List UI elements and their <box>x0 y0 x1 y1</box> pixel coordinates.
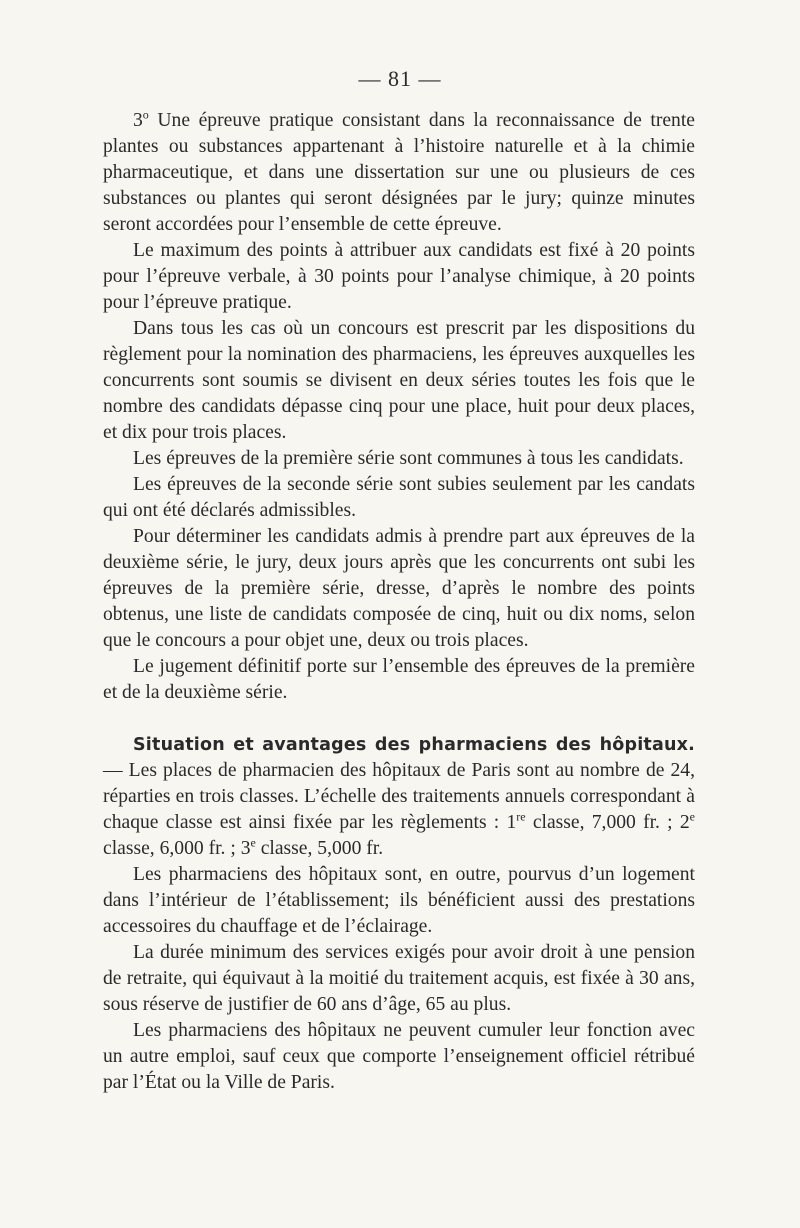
class-1-superscript: re <box>516 809 526 824</box>
class-1-number: 1 <box>506 812 517 833</box>
body-text <box>103 108 695 1096</box>
section-heading: Situation et avantages des pharmaciens des hôpitaux. <box>133 735 695 755</box>
paragraph-premiere-serie: Les épreuves de la première série sont communes à tous les candidats. <box>133 448 684 469</box>
list-number-superscript: o <box>142 107 149 122</box>
paragraph-cumul: Les pharmaciens des hôpitaux ne peuvent cumuler leur fonction avec un autre emploi, sauf ceux que comporte l’enseignement officiel rétribué par l’État ou la Ville de Paris. <box>103 1020 695 1093</box>
class-3-salary: classe, 5,000 fr. <box>255 838 384 859</box>
paragraph-determiner-candidats: Pour déterminer les candidats admis à prendre part aux épreuves de la deuxième série, le jury, deux jours après que les concurrents ont subi les épreuves de la première série, dresse, d’après le nombre des points obtenus, une liste de candidats composée de cinq, huit ou dix noms, selon que le concours a pour objet une, deux ou trois places. <box>103 526 695 651</box>
paragraph-concours: Dans tous les cas où un concours est prescrit par les dispositions du règlement pour la nomination des pharmaciens, les épreuves auxquelles les concurrents sont soumis se divisent en deux séries toutes les fois que le nombre des candidats dépasse cinq pour une place, huit pour deux places, et dix pour trois places. <box>103 318 695 443</box>
class-2-number: 2 <box>679 812 690 833</box>
list-number: 3 <box>133 110 143 131</box>
paragraph-jugement-definitif: Le jugement définitif porte sur l’ensemble des épreuves de la première et de la deuxième série. <box>103 656 695 703</box>
class-2-salary: classe, 6,000 fr. ; <box>103 838 241 859</box>
class-1-salary: classe, 7,000 fr. ; <box>525 812 680 833</box>
paragraph-seconde-serie: Les épreuves de la seconde série sont subies seulement par les candats qui ont été déclarés admissibles. <box>103 474 695 521</box>
section-intro-text: — Les places de pharmacien des hôpitaux de Paris sont au nombre de 24, réparties en trois classes. L’échelle des traitements annuels correspondant à chaque classe est ainsi fixée par les règlements : <box>103 760 695 833</box>
section-gap <box>103 706 695 732</box>
page-number: — 81 — <box>358 66 442 91</box>
paragraph-maximum-points: Le maximum des points à attribuer aux candidats est fixé à 20 points pour l’épreuve verbale, à 30 points pour l’analyse chimique, à 20 points pour l’épreuve pratique. <box>103 240 695 313</box>
class-3-number: 3 <box>240 838 251 859</box>
paragraph-text: Une épreuve pratique consistant dans la reconnaissance de trente plantes ou substances appartenant à l’histoire naturelle et à la chimie pharmaceutique, et dans une dissertation sur une ou plusieurs de ces substances ou plantes qui seront désignées par le jury; quinze minutes seront accordées pour l’ensemble de cette épreuve. <box>103 110 695 235</box>
paragraph-retraite: La durée minimum des services exigés pour avoir droit à une pension de retraite, qui équivaut à la moitié du traitement acquis, est fixée à 30 ans, sous réserve de justifier de 60 ans d’âge, 65 au plus. <box>103 942 695 1015</box>
section-opening-paragraph <box>103 732 695 862</box>
paragraph-epreuve-pratique <box>103 108 695 238</box>
class-2-superscript: e <box>689 809 695 824</box>
paragraph-logement: Les pharmaciens des hôpitaux sont, en outre, pourvus d’un logement dans l’intérieur de l’établissement; ils bénéficient aussi des prestations accessoires du chauffage et de l’éclairage. <box>103 864 695 937</box>
class-3-superscript: e <box>250 835 256 850</box>
